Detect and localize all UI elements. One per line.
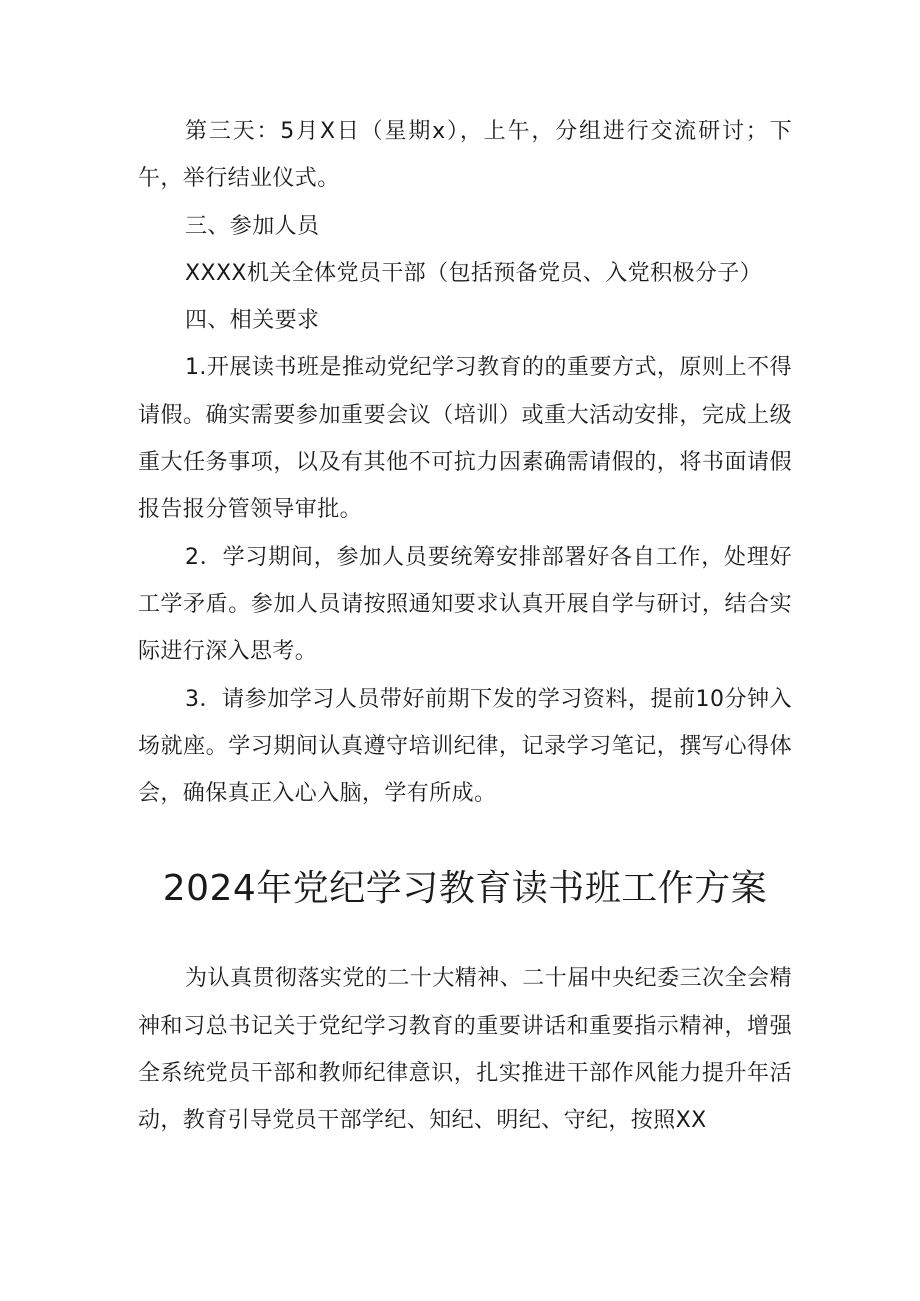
document-body — [138, 108, 792, 1145]
schedule-day3-paragraph: 第三天：5月X日（星期x），上午，分组进行交流研讨；下午，举行结业仪式。 — [138, 119, 792, 192]
section-heading-participants: 三、参加人员 — [185, 213, 320, 239]
requirement-2-paragraph: 2．学习期间，参加人员要统筹安排部署好各自工作，处理好工学矛盾。参加人员请按照通知要求认真开展自学与研讨，结合实际进行深入思考。 — [138, 544, 792, 665]
document-title: 2024年党纪学习教育读书班工作方案 — [162, 868, 768, 910]
section-heading-requirements: 四、相关要求 — [185, 308, 320, 334]
intro-paragraph: 为认真贯彻落实党的二十大精神、二十届中央纪委三次全会精神和习总书记关于党纪学习教育的重要讲话和重要指示精神，增强全系统党员干部和教师纪律意识，扎实推进干部作风能力提升年活动，教育引导党员干部学纪、知纪、明纪、守纪，按照XX — [138, 966, 792, 1134]
participants-paragraph: XXXX机关全体党员干部（包括预备党员、入党积极分子） — [185, 260, 763, 286]
requirement-3-paragraph: 3．请参加学习人员带好前期下发的学习资料，提前10分钟入场就座。学习期间认真遵守培训纪律，记录学习笔记，撰写心得体会，确保真正入心入脑，学有所成。 — [138, 686, 792, 807]
requirement-1-paragraph: 1.开展读书班是推动党纪学习教育的的重要方式，原则上不得请假。确实需要参加重要会议（培训）或重大活动安排，完成上级重大任务事项，以及有其他不可抗力因素确需请假的，将书面请假报告报分管领导审批。 — [138, 355, 792, 523]
